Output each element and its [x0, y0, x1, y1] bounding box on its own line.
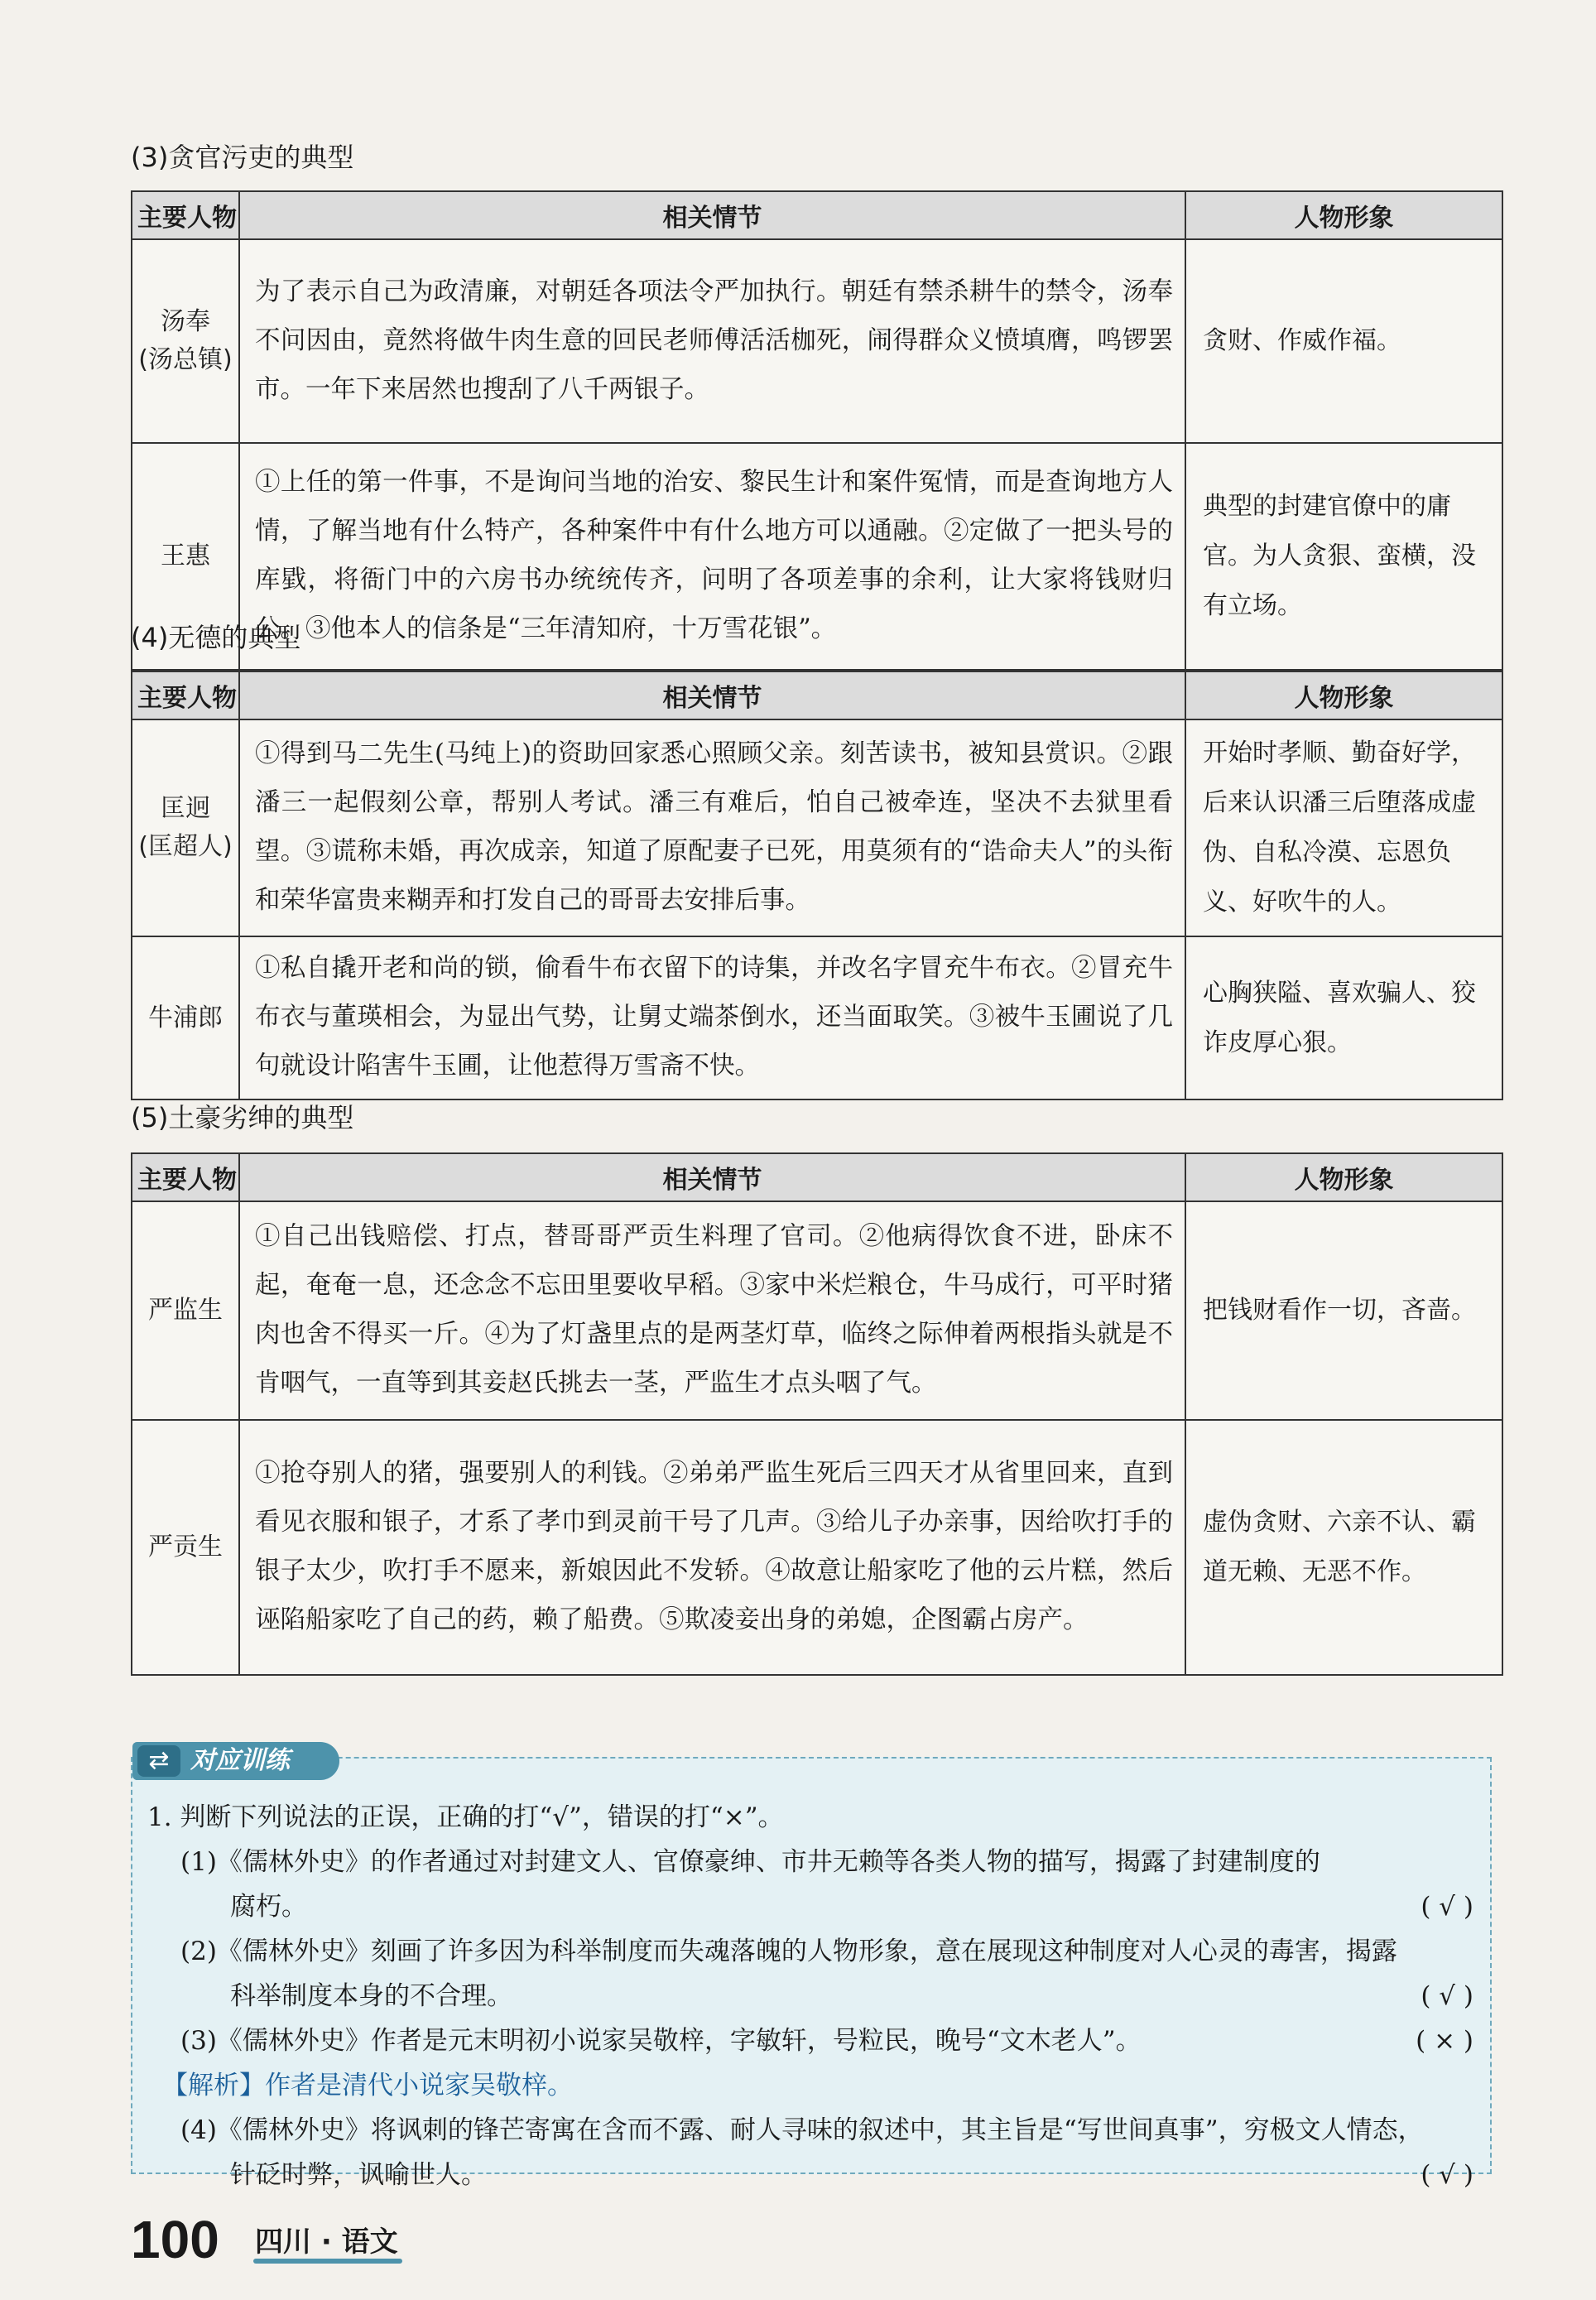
exercise-label: 对应训练	[190, 1746, 290, 1775]
plot-text: ①抢夺别人的猪，强要别人的利钱。②弟弟严监生死后三四天才从省里回来，直到看见衣服和银子，才系了孝巾到灵前干号了几声。③给儿子办亲事，因给吹打手的银子太少，吹打手不愿来，新娘因此不发轿。④故意让船家吃了他的云片糕，然后诬陷船家吃了自己的药，赖了船费。⑤欺凌妾出身的弟媳，企图霸占房产。	[239, 1420, 1185, 1675]
statement-2: (2)《儒林外史》刻画了许多因为科举制度而失魂落魄的人物形象，意在展现这种制度对人心灵的毒害，揭露	[180, 1937, 1397, 1966]
question-stem: 1. 判断下列说法的正误，正确的打“√”，错误的打“×”。	[147, 1802, 784, 1832]
image-text: 贪财、作威作福。	[1185, 239, 1502, 443]
person-name-main: 王惠	[161, 541, 210, 570]
person-name-main: 牛浦郎	[148, 1003, 223, 1032]
image-text: 虚伪贪财、六亲不认、霸道无赖、无恶不作。	[1185, 1420, 1502, 1675]
table-corrupt-officials	[131, 190, 1503, 671]
statement-4: (4)《儒林外史》将讽刺的锋芒寄寓在含而不露、耐人寻味的叙述中，其主旨是“写世间真事”，穷极文人情态，	[180, 2115, 1424, 2145]
section-title-4: (4)无德的典型	[131, 622, 301, 653]
table-row	[132, 443, 1502, 670]
table-row	[132, 239, 1502, 443]
plot-text: ①得到马二先生(马纯上)的资助回家悉心照顾父亲。刻苦读书，被知县赏识。②跟潘三一起假刻公章，帮别人考试。潘三有难后，怕自己被牵连，坚决不去狱里看望。③谎称未婚，再次成亲，知道了原配妻子已死，用莫须有的“诰命夫人”的头衔和荣华富贵来糊弄和打发自己的哥哥去安排后事。	[239, 719, 1185, 936]
statement-1-cont	[147, 1884, 1480, 1929]
exercise-box	[131, 1746, 1492, 2190]
person-name-main: 汤奉	[161, 307, 210, 336]
statement-2-cont	[147, 1974, 1480, 2019]
person-alias: (汤总镇)	[138, 345, 233, 374]
table-row	[132, 1201, 1502, 1420]
refresh-icon: ⇄	[137, 1745, 180, 1777]
plot-text: ①私自撬开老和尚的锁，偷看牛布衣留下的诗集，并改名字冒充牛布衣。②冒充牛布衣与董瑛相会，为显出气势，让舅丈端茶倒水，还当面取笑。③被牛玉圃说了几句就设计陷害牛玉圃，让他惹得万雪斋不快。	[239, 936, 1185, 1099]
person-name	[132, 936, 239, 1099]
exercise-content	[147, 1795, 1480, 2197]
table-row	[132, 1420, 1502, 1675]
person-name	[132, 1420, 239, 1675]
header-person: 主要人物	[132, 671, 239, 719]
answer-mark-1: ( √ )	[1421, 1892, 1473, 1922]
statement-4-text: 针砭时弊，讽喻世人。	[230, 2160, 487, 2190]
table-header-row	[132, 1153, 1502, 1201]
image-text: 典型的封建官僚中的庸官。为人贪狠、蛮横，没有立场。	[1185, 443, 1502, 670]
header-plot: 相关情节	[239, 191, 1185, 239]
table-local-tyrants	[131, 1152, 1503, 1676]
analysis-label: 【解析】	[162, 2071, 265, 2100]
statement-3-text: (3)《儒林外史》作者是元末明初小说家吴敬梓，字敏轩，号粒民，晚号“文木老人”。	[180, 2026, 1142, 2056]
page-number: 100	[131, 2210, 219, 2269]
header-plot: 相关情节	[239, 671, 1185, 719]
header-person: 主要人物	[132, 191, 239, 239]
answer-mark-2: ( √ )	[1421, 1981, 1473, 2011]
table-header-row	[132, 671, 1502, 719]
person-name-main: 严贡生	[148, 1533, 223, 1561]
person-alias: (匡超人)	[138, 832, 233, 861]
statement-4-cont	[147, 2153, 1480, 2197]
table-no-virtue	[131, 671, 1503, 1100]
statement-1: (1)《儒林外史》的作者通过对封建文人、官僚豪绅、市井无赖等各类人物的描写，揭露了封建制度的	[180, 1847, 1320, 1877]
header-person: 主要人物	[132, 1153, 239, 1201]
table-header-row	[132, 191, 1502, 239]
statement-1-text: 腐朽。	[230, 1892, 307, 1922]
header-image: 人物形象	[1185, 1153, 1502, 1201]
header-plot: 相关情节	[239, 1153, 1185, 1201]
plot-text: ①上任的第一件事，不是询问当地的治安、黎民生计和案件冤情，而是查询地方人情，了解当地有什么特产，各种案件中有什么地方可以通融。②定做了一把头号的库戥，将衙门中的六房书办统统传齐，问明了各项差事的余利，让大家将钱财归公。③他本人的信条是“三年清知府，十万雪花银”。	[239, 443, 1185, 670]
answer-mark-4: ( √ )	[1421, 2160, 1473, 2190]
image-text: 把钱财看作一切，吝啬。	[1185, 1201, 1502, 1420]
plot-text: ①自己出钱赔偿、打点，替哥哥严贡生料理了官司。②他病得饮食不进，卧床不起，奄奄一息，还念念不忘田里要收早稻。③家中米烂粮仓，牛马成行，可平时猪肉也舍不得买一斤。④为了灯盏里点的是两茎灯草，临终之际伸着两根指头就是不肯咽气，一直等到其妾赵氏挑去一茎，严监生才点头咽了气。	[239, 1201, 1185, 1420]
header-image: 人物形象	[1185, 191, 1502, 239]
statement-2-text: 科举制度本身的不合理。	[230, 1981, 512, 2011]
person-name	[132, 719, 239, 936]
person-name	[132, 1201, 239, 1420]
analysis	[147, 2063, 1480, 2108]
image-text: 开始时孝顺、勤奋好学，后来认识潘三后堕落成虚伪、自私冷漠、忘恩负义、好吹牛的人。	[1185, 719, 1502, 936]
footer-subject: 四川 · 语文	[255, 2225, 398, 2259]
section-title-3: (3)贪官污吏的典型	[131, 142, 354, 173]
person-name	[132, 239, 239, 443]
person-name-main: 严监生	[148, 1296, 223, 1325]
answer-mark-3: ( × )	[1416, 2026, 1473, 2056]
exercise-header	[132, 1742, 339, 1780]
person-name-main: 匡迥	[161, 794, 210, 823]
plot-text: 为了表示自己为政清廉，对朝廷各项法令严加执行。朝廷有禁杀耕牛的禁令，汤奉不问因由，竟然将做牛肉生意的回民老师傅活活枷死，闹得群众义愤填膺，鸣锣罢市。一年下来居然也搜刮了八千两银子。	[239, 239, 1185, 443]
table-row	[132, 719, 1502, 936]
statement-3	[147, 2019, 1480, 2063]
section-title-5: (5)土豪劣绅的典型	[131, 1102, 354, 1133]
header-image: 人物形象	[1185, 671, 1502, 719]
table-row	[132, 936, 1502, 1099]
footer-underline	[253, 2259, 402, 2264]
image-text: 心胸狭隘、喜欢骗人、狡诈皮厚心狠。	[1185, 936, 1502, 1099]
analysis-text: 作者是清代小说家吴敬梓。	[265, 2071, 573, 2100]
